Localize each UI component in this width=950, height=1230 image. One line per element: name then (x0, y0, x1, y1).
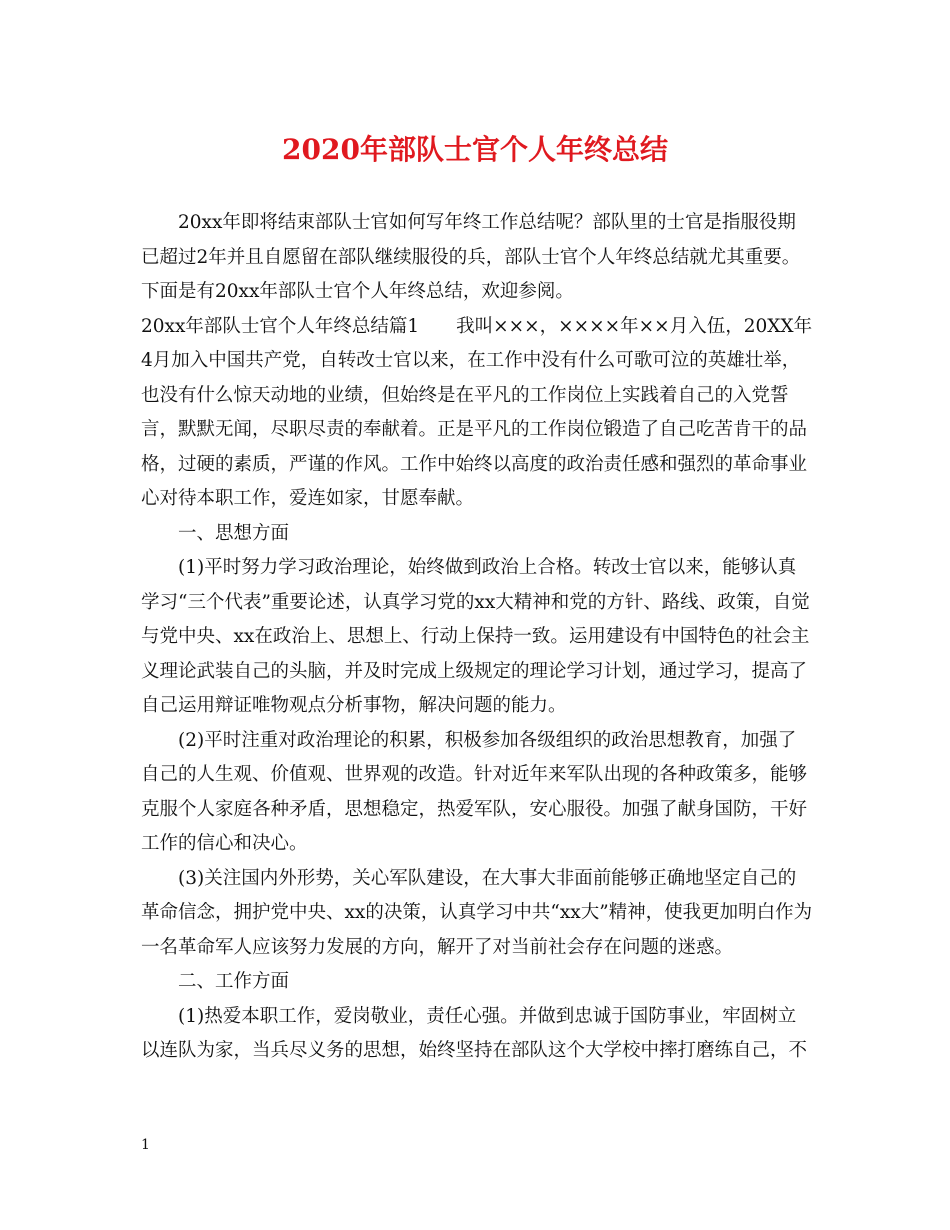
document-body (141, 206, 813, 1069)
paragraph-thought-3: (3)关注国内外形势，关心军队建设，在大事大非面前能够正确地坚定自己的革命信念，拥护党中央、xx的决策，认真学习中共“xx大”精神，使我更加明白作为一名革命军人应该努力发展的方向，解开了对当前社会存在问题的迷惑。 (141, 867, 813, 958)
page-number: 1 (141, 1137, 150, 1153)
paragraph-work-1: (1)热爱本职工作，爱岗敬业，责任心强。并做到忠诚于国防事业，牢固树立以连队为家，当兵尽义务的思想，始终坚持在部队这个大学校中摔打磨练自己，不 (141, 1005, 808, 1061)
paragraph-article-1: 20xx年部队士官个人年终总结篇1 我叫×××，××××年××月入伍，20XX年4月加入中国共产党，自转改士官以来，在工作中没有什么可歌可泣的英雄壮举，也没有什么惊天动地的业绩，但始终是在平凡的工作岗位上实践着自己的入党誓言，默默无闻，尽职尽责的奉献着。正是平凡的工作岗位锻造了自己吃苦肯干的品格，过硬的素质，严谨的作风。工作中始终以高度的政治责任感和强烈的革命事业心对待本职工作，爱连如家，甘愿奉献。 (141, 315, 813, 509)
paragraph-thought-1: (1)平时努力学习政治理论，始终做到政治上合格。转改士官以来，能够认真学习“三个代表”重要论述，认真学习党的xx大精神和党的方针、路线、政策，自觉与党中央、xx在政治上、思想上、行动上保持一致。运用建设有中国特色的社会主义理论武装自己的头脑，并及时完成上级规定的理论学习计划，通过学习，提高了自己运用辩证唯物观点分析事物，解决问题的能力。 (141, 557, 810, 716)
document-title: 2020年部队士官个人年终总结 (282, 133, 668, 166)
paragraph-intro: 20xx年即将结束部队士官如何写年终工作总结呢？部队里的士官是指服役期已超过2年并且自愿留在部队继续服役的兵，部队士官个人年终总结就尤其重要。下面是有20xx年部队士官个人年终总结，欢迎参阅。 (141, 212, 801, 302)
section-heading-thought: 一、思想方面 (178, 522, 290, 544)
section-heading-work: 二、工作方面 (178, 971, 290, 992)
paragraph-thought-2: (2)平时注重对政治理论的积累，积极参加各级组织的政治思想教育，加强了自己的人生观、价值观、世界观的改造。针对近年来军队出现的各种政策多，能够克服个人家庭各种矛盾，思想稳定，热爱军队，安心服役。加强了献身国防，干好工作的信心和决心。 (141, 729, 808, 854)
